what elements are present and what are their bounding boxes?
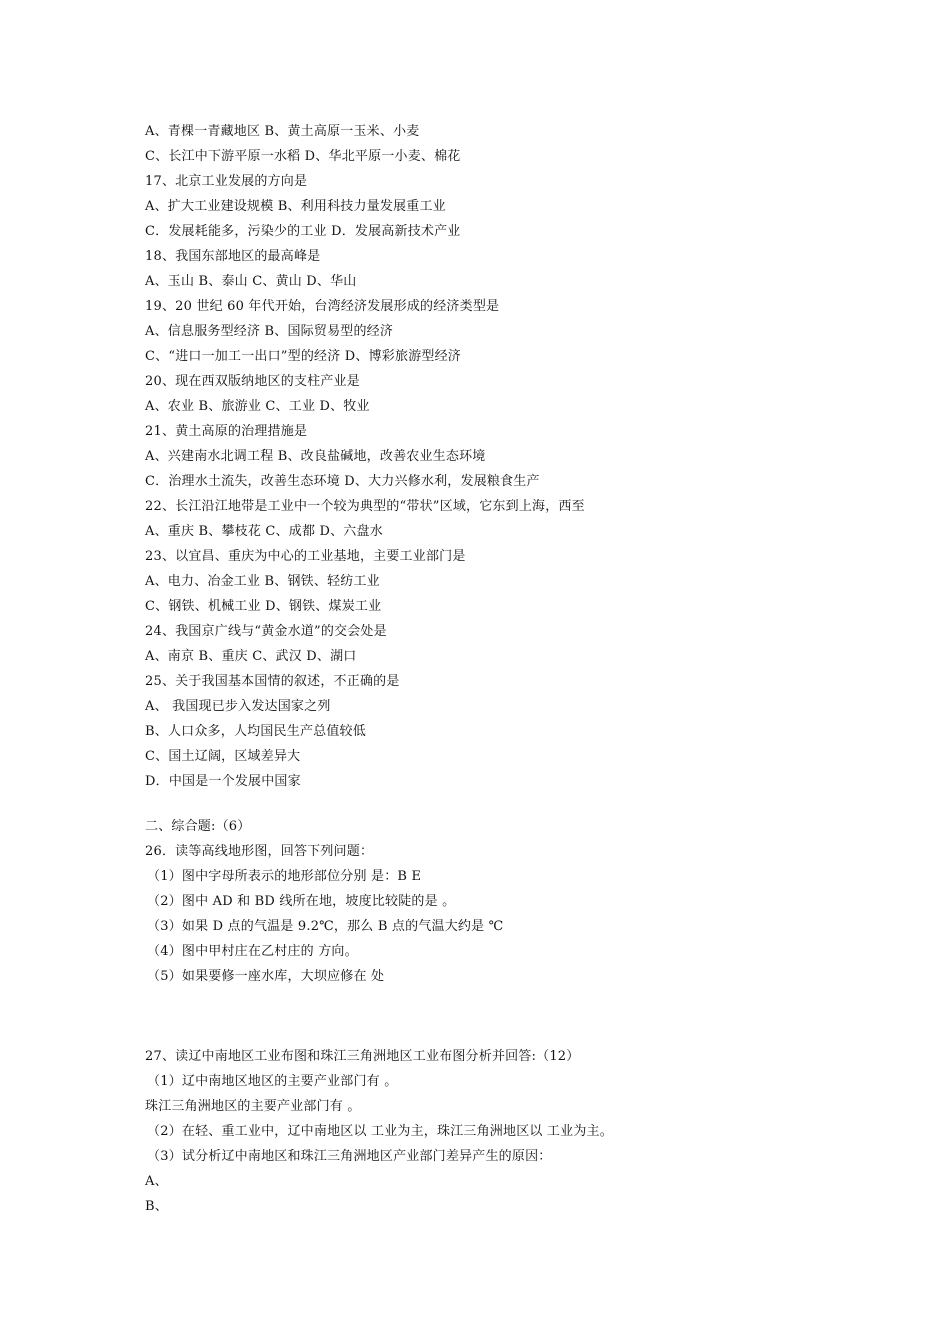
answer-options-q19-ab: A、信息服务型经济 B、国际贸易型的经济 (145, 324, 394, 339)
question-27-part-3: （3）试分析辽中南地区和珠江三角洲地区产业部门差异产生的原因： (147, 1149, 552, 1164)
answer-options-q16-cd: C、长江中下游平原一水稻 D、华北平原一小麦、棉花 (145, 149, 461, 164)
question-26-part-1: （1）图中字母所表示的地形部位分别 是：B E (147, 869, 422, 884)
question-26-part-4: （4）图中甲村庄在乙村庄的 方向。 (147, 944, 358, 959)
question-27-part-1-continued: 珠江三角洲地区的主要产业部门有 。 (145, 1099, 361, 1114)
answer-options-q21-cd: C．治理水土流失，改善生态环境 D、大力兴修水利，发展粮食生产 (145, 474, 540, 489)
answer-options-q17-cd: C．发展耗能多，污染少的工业 D．发展高新技术产业 (145, 224, 461, 239)
question-26-part-5: （5）如果要修一座水库，大坝应修在 处 (147, 969, 385, 984)
answer-options-q17-ab: A、扩大工业建设规模 B、利用科技力量发展重工业 (145, 199, 446, 214)
answer-options-q20: A、农业 B、旅游业 C、工业 D、牧业 (145, 399, 370, 414)
question-27-part-2: （2）在轻、重工业中，辽中南地区以 工业为主，珠江三角洲地区以 工业为主。 (147, 1124, 613, 1139)
question-26-part-2: （2）图中 AD 和 BD 线所在地，坡度比较陡的是 。 (147, 894, 456, 909)
section-spacer (145, 794, 925, 814)
question-26-part-3: （3）如果 D 点的气温是 9.2℃，那么 B 点的气温大约是 ℃ (147, 919, 504, 934)
answer-line-a: A、 (145, 1174, 168, 1189)
choice-questions-section (145, 119, 925, 794)
comprehensive-section (145, 814, 925, 989)
answer-options-q23-ab: A、电力、冶金工业 B、钢铁、轻纺工业 (145, 574, 380, 589)
question-27-part-1: （1）辽中南地区地区的主要产业部门有 。 (147, 1074, 398, 1089)
question-24: 24、我国京广线与“黄金水道”的交会处是 (145, 624, 387, 639)
section-spacer-large (145, 989, 925, 1044)
answer-line-b: B、 (145, 1199, 168, 1214)
answer-option-q25-d: D．中国是一个发展中国家 (145, 774, 301, 789)
question-21: 21、黄土高原的治理措施是 (145, 424, 308, 439)
answer-options-q21-ab: A、兴建南水北调工程 B、改良盐碱地，改善农业生态环境 (145, 449, 486, 464)
question-18: 18、我国东部地区的最高峰是 (145, 249, 321, 264)
question-26: 26．读等高线地形图，回答下列问题： (145, 844, 374, 859)
answer-options-q18: A、玉山 B、泰山 C、黄山 D、华山 (145, 274, 357, 289)
question-27-section (145, 1044, 925, 1219)
page-content (145, 119, 925, 1219)
question-25: 25、关于我国基本国情的叙述，不正确的是 (145, 674, 400, 689)
answer-option-q25-a: A、 我国现已步入发达国家之列 (145, 699, 331, 714)
question-27: 27、读辽中南地区工业布图和珠江三角洲地区工业布图分析并回答:（12） (145, 1049, 580, 1064)
question-17: 17、北京工业发展的方向是 (145, 174, 308, 189)
answer-options-q23-cd: C、钢铁、机械工业 D、钢铁、煤炭工业 (145, 599, 382, 614)
question-22: 22、长江沿江地带是工业中一个较为典型的“带状”区域，它东到上海，西至 (145, 499, 585, 514)
answer-options-q24: A、南京 B、重庆 C、武汉 D、湖口 (145, 649, 357, 664)
answer-options-q16-ab: A、青棵一青藏地区 B、黄土高原一玉米、小麦 (145, 124, 420, 139)
answer-options-q19-cd: C、“进口一加工一出口”型的经济 D、博彩旅游型经济 (145, 349, 461, 364)
answer-option-q25-c: C、国土辽阔，区域差异大 (145, 749, 301, 764)
question-23: 23、以宜昌、重庆为中心的工业基地，主要工业部门是 (145, 549, 466, 564)
question-20: 20、现在西双版纳地区的支柱产业是 (145, 374, 360, 389)
answer-option-q25-b: B、人口众多，人均国民生产总值较低 (145, 724, 366, 739)
answer-options-q22: A、重庆 B、攀枝花 C、成都 D、六盘水 (145, 524, 383, 539)
question-19: 19、20 世纪 60 年代开始，台湾经济发展形成的经济类型是 (145, 299, 500, 314)
section-heading: 二、综合题:（6） (145, 819, 251, 834)
